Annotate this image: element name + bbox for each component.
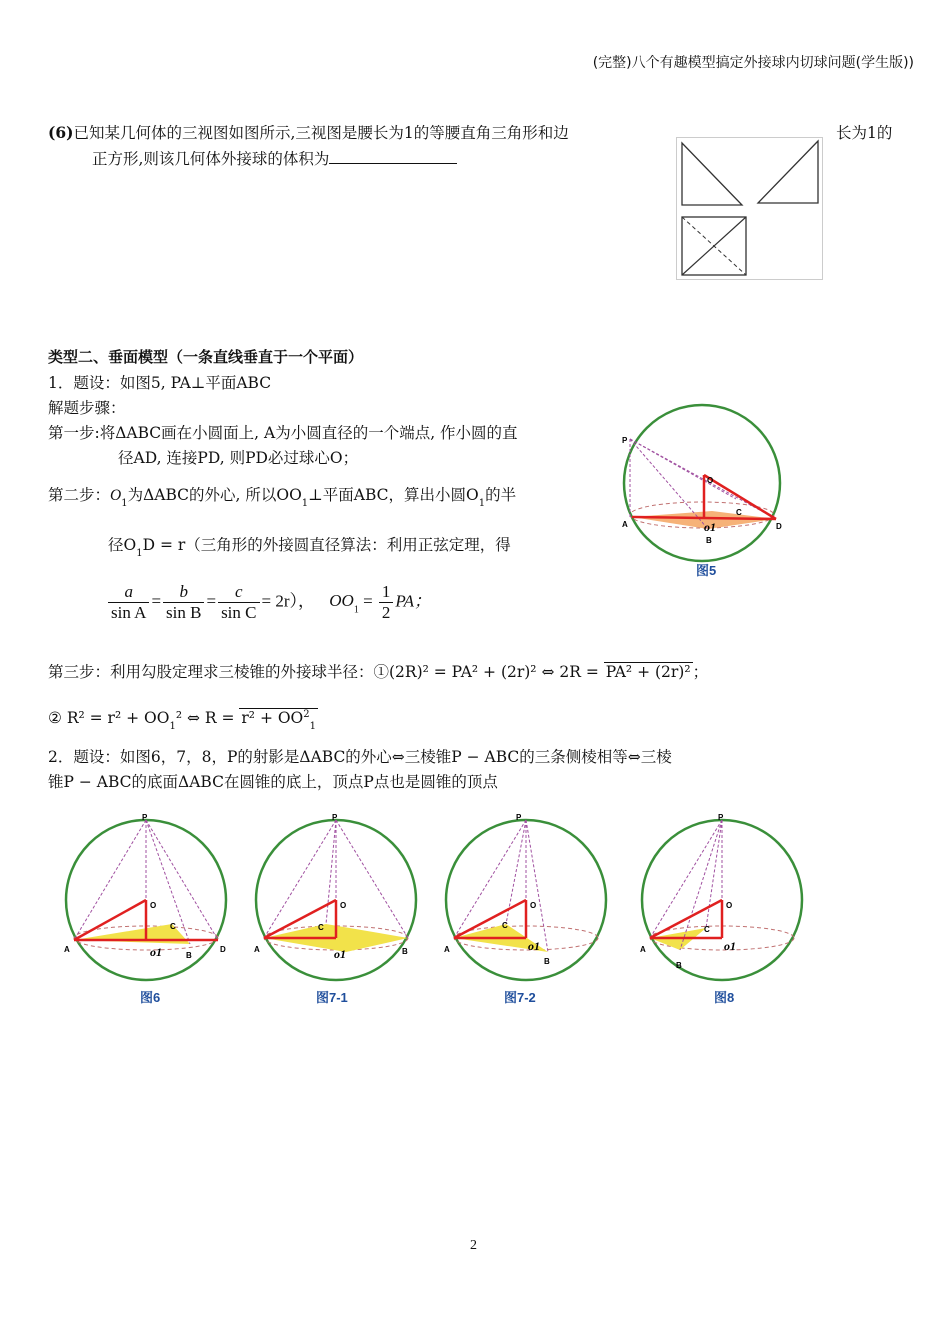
figure-7-1 bbox=[250, 812, 430, 1008]
svg-text:B: B bbox=[676, 961, 682, 970]
svg-text:P: P bbox=[142, 813, 148, 822]
section-title: 类型二、垂面模型（一条直线垂直于一个平面） bbox=[48, 348, 364, 366]
svg-text:A: A bbox=[622, 520, 628, 529]
step-3-line: 第三步：利用勾股定理求三棱锥的外接球半径：①(2R)² = PA² + (2r)² ⇔ 2R = PA² + (2r)² ； bbox=[48, 663, 709, 681]
step-1-line-a: 第一步:将ΔABC画在小圆面上, A为小圆直径的一个端点, 作小圆的直 bbox=[48, 424, 518, 442]
item-2-line-a: 2．题设：如图6，7，8，P的射影是ΔABC的外心⇔三棱锥P − ABC的三条侧棱相等⇔三棱 bbox=[48, 748, 672, 766]
svg-text:B: B bbox=[402, 947, 408, 956]
problem-6-line-1 bbox=[48, 121, 569, 143]
svg-text:O: O bbox=[340, 901, 347, 910]
svg-text:D: D bbox=[776, 522, 782, 531]
figure-7-2 bbox=[440, 812, 620, 1008]
figure-5 bbox=[616, 397, 788, 587]
svg-text:P: P bbox=[332, 813, 338, 822]
problem-6-line-1-tail: 长为1的 bbox=[836, 124, 893, 142]
problem-number: (6) bbox=[48, 123, 74, 142]
svg-text:C: C bbox=[704, 925, 710, 934]
page-number: 2 bbox=[470, 1238, 477, 1253]
svg-text:O: O bbox=[150, 901, 157, 910]
caption-fig6: 图6 bbox=[140, 990, 161, 1005]
sphere-outline bbox=[624, 405, 780, 561]
step-3b-line: ② $R^2 = r^2 + OO_1^2$ ⇔ $R = r^2 + OO^2_1$ bbox=[48, 709, 317, 733]
problem-6-line-2: 正方形,则该几何体外接球的体积为 bbox=[92, 147, 457, 169]
steps-label: 解题步骤： bbox=[48, 399, 126, 417]
svg-text:O: O bbox=[726, 901, 733, 910]
item-2-line-b: 锥P − ABC的底面ΔABC在圆锥的底上，顶点P点也是圆锥的顶点 bbox=[48, 773, 498, 791]
caption-fig7-2: 图7-2 bbox=[504, 990, 536, 1005]
svg-text:o1: o1 bbox=[150, 945, 162, 959]
svg-text:D: D bbox=[220, 945, 226, 954]
svg-text:o1: o1 bbox=[724, 939, 736, 953]
problem-6-text: 已知某几何体的三视图如图所示,三视图是腰长为1的等腰直角三角形和边 bbox=[73, 124, 569, 142]
figure-8 bbox=[636, 812, 812, 1008]
svg-text:B: B bbox=[544, 957, 550, 966]
svg-text:C: C bbox=[736, 508, 742, 517]
caption-fig8: 图8 bbox=[714, 990, 735, 1005]
svg-text:B: B bbox=[706, 536, 712, 545]
svg-text:B: B bbox=[186, 951, 192, 960]
svg-text:C: C bbox=[318, 923, 324, 932]
sine-law-formula: $\frac{a}{\text{sin A}}$ = $\frac{b}{\text{sin B}}$ = $\frac{c}{\text{sin C}}$ = 2r）， $OO_1$ = $\frac{1}{2}$ PA； bbox=[106, 582, 431, 623]
svg-text:O: O bbox=[707, 476, 714, 485]
svg-text:P: P bbox=[516, 813, 522, 822]
svg-text:A: A bbox=[254, 945, 260, 954]
three-view-figure bbox=[676, 137, 824, 281]
svg-text:o1: o1 bbox=[704, 520, 716, 534]
svg-text:A: A bbox=[444, 945, 450, 954]
svg-text:P: P bbox=[718, 813, 724, 822]
label-P: P bbox=[622, 436, 628, 445]
caption-fig7-1: 图7-1 bbox=[316, 990, 348, 1005]
document-header: (完整)八个有趣模型搞定外接球内切球问题(学生版)) bbox=[592, 55, 914, 71]
step-2-line-a: 第二步：$O_1$为ΔABC的外心, 所以$OO_1\perp$平面ABC，算出小圆$O_1$的半 bbox=[48, 486, 517, 509]
step-2-line-b: 径$O_1D = r$（三角形的外接圆直径算法：利用正弦定理，得 bbox=[108, 536, 511, 559]
svg-text:A: A bbox=[640, 945, 646, 954]
svg-text:C: C bbox=[502, 921, 508, 930]
svg-text:O: O bbox=[530, 901, 537, 910]
svg-text:o1: o1 bbox=[334, 947, 346, 961]
step-1-line-b: 径AD, 连接PD, 则PD必过球心O； bbox=[118, 449, 359, 467]
svg-text:C: C bbox=[170, 922, 176, 931]
svg-text:o1: o1 bbox=[528, 939, 540, 953]
caption-fig5: 图5 bbox=[696, 563, 717, 578]
figure-6 bbox=[60, 812, 240, 1008]
answer-blank bbox=[329, 149, 457, 164]
item-1: 1．题设：如图5, PA⊥平面ABC bbox=[48, 374, 272, 392]
svg-text:A: A bbox=[64, 945, 70, 954]
